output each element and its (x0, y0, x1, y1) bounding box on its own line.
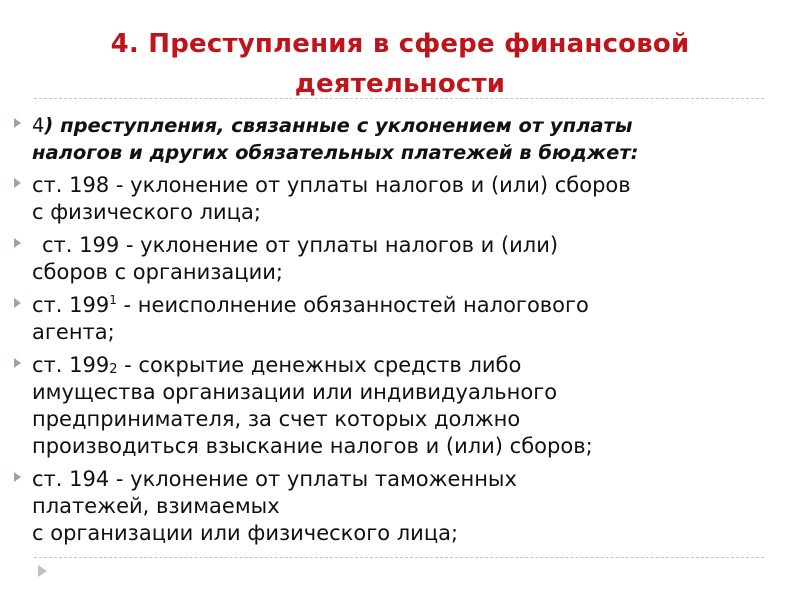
article-subscript: 2 (109, 362, 118, 377)
list-item (12, 172, 782, 226)
article-superscript: 1 (109, 293, 117, 307)
list-item (12, 352, 782, 460)
slide-title (40, 24, 760, 104)
triangle-bullet-icon (14, 358, 21, 368)
list-item-line (32, 112, 782, 139)
list-item (12, 112, 782, 166)
list-item-text: ) преступления, связанные с уклонением от уплаты (44, 114, 633, 137)
footer-divider (34, 557, 764, 558)
list-item-line: ст. 199 - уклонение от уплаты налогов и (или) (42, 233, 559, 257)
article-number: ст. 199 (32, 293, 110, 317)
list-item (12, 466, 782, 547)
list-item (12, 232, 782, 286)
list-item-line: платежей, взимаемых (32, 494, 280, 518)
list-item-text: - сокрытие денежных средств либо (117, 353, 522, 377)
triangle-bullet-icon (14, 118, 21, 128)
triangle-corner-icon (38, 565, 47, 577)
list-item-line: производиться взыскание налогов и (или) сборов; (32, 434, 593, 458)
list-item-line: предпринимателя, за счет которых должно (32, 407, 521, 431)
list-item-line: налогов и других обязательных платежей в бюджет: (32, 141, 639, 164)
list-item-line: ст. 194 - уклонение от уплаты таможенных (32, 467, 517, 491)
list-item-line (32, 292, 782, 319)
list-item-line: имущества организации или индивидуального (32, 380, 558, 404)
content-list (12, 112, 782, 553)
slide-title-line-2: деятельности (294, 69, 506, 99)
list-item (12, 292, 782, 346)
triangle-bullet-icon (14, 298, 21, 308)
list-item-line: с физического лица; (32, 200, 261, 224)
list-item-text: - неисполнение обязанностей налогового (116, 293, 589, 317)
triangle-bullet-icon (14, 178, 21, 188)
list-item-line: ст. 198 - уклонение от уплаты налогов и (или) сборов (32, 173, 631, 197)
article-number: ст. 199 (32, 353, 110, 377)
slide-title-line-1: 4. Преступления в сфере финансовой (110, 29, 690, 59)
list-item-line (32, 352, 782, 379)
list-item-line: с организации или физического лица; (32, 521, 459, 545)
list-item-line: агента; (32, 320, 115, 344)
triangle-bullet-icon (14, 238, 21, 248)
list-item-number: 4 (32, 114, 45, 137)
triangle-bullet-icon (14, 472, 21, 482)
list-item-line: сборов с организации; (32, 260, 283, 284)
title-divider (34, 98, 764, 99)
